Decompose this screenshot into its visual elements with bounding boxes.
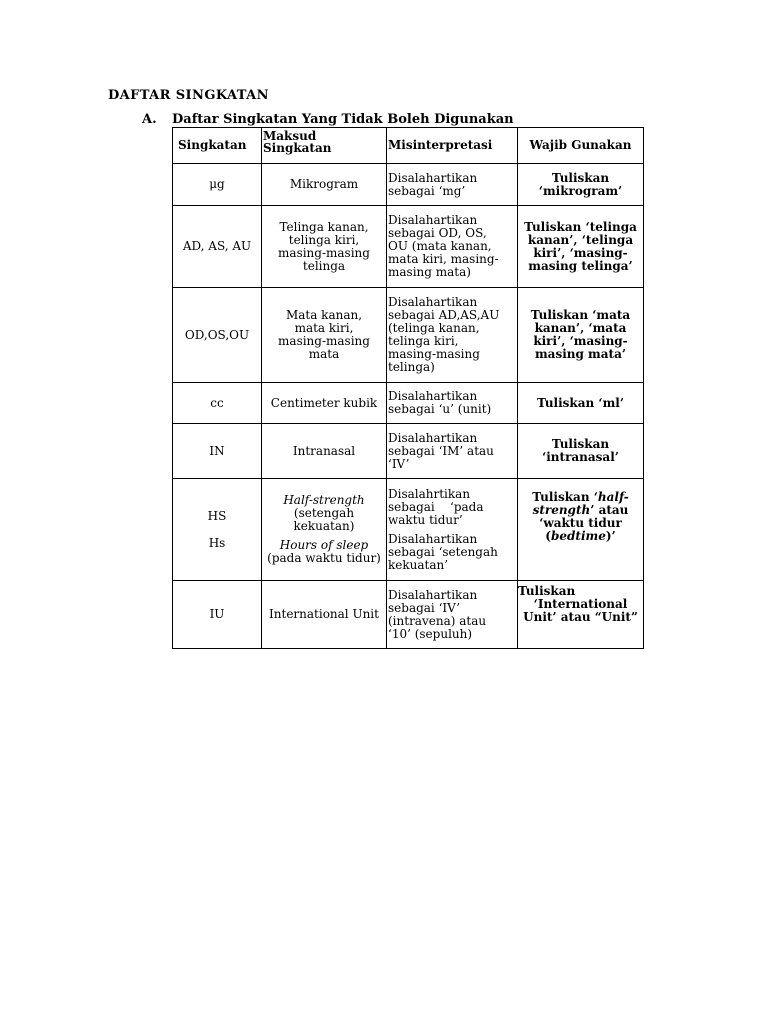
cell-singkatan: cc [173, 383, 262, 424]
line: Disalahartikan [388, 213, 478, 227]
line: sebagai OD, OS, [388, 226, 487, 240]
cell-wajib [518, 206, 644, 288]
italic-text: Hours of sleep [279, 538, 369, 552]
line: mata [308, 347, 340, 361]
cell-misinterpretasi [387, 288, 518, 383]
line: (pada waktu tidur) [267, 551, 381, 565]
table-row [173, 164, 644, 206]
cell-wajib [518, 479, 644, 581]
cell-wajib [518, 383, 644, 424]
line: kiri’, ‘masing- [533, 334, 628, 348]
abbr-hs-lower: Hs [208, 535, 226, 550]
line: kanan’, ‘mata [534, 321, 627, 335]
line: Centimeter kubik [270, 395, 378, 410]
cell-misinterpretasi [387, 206, 518, 288]
line: Disalahrtikan [388, 486, 471, 501]
line: mata kiri, masing- [388, 252, 499, 266]
cell-singkatan [173, 479, 262, 581]
line: sebagai AD,AS,AU [388, 308, 500, 322]
line: sebagai ‘IV’ [388, 600, 461, 615]
line: ‘waktu tidur [539, 516, 622, 530]
header-singkatan: Singkatan [173, 128, 262, 164]
italic-text: strength [532, 503, 591, 517]
abbr-hs-upper: HS [207, 508, 227, 523]
text: Tuliskan ‘ [532, 490, 598, 504]
line: sebagai ‘pada [388, 499, 484, 514]
header-maksud-line: Singkatan [263, 140, 332, 155]
line: sebagai ‘u’ (unit) [388, 402, 492, 416]
cell-maksud [262, 288, 387, 383]
line: Intranasal [292, 443, 356, 458]
header-wajib: Wajib Gunakan [518, 128, 644, 164]
table-row [173, 581, 644, 649]
cell-singkatan: IU [173, 581, 262, 649]
cell-misinterpretasi [387, 383, 518, 424]
line: Tuliskan ‘ml’ [536, 395, 625, 410]
cell-singkatan: μg [173, 164, 262, 206]
line: Telinga kanan, [279, 219, 369, 234]
line: ‘intranasal’ [542, 450, 619, 464]
table-row [173, 206, 644, 288]
cell-singkatan: IN [173, 424, 262, 479]
line: International Unit [269, 607, 379, 621]
italic-text: bedtime [550, 529, 606, 543]
line: OU (mata kanan, [388, 239, 492, 253]
cell-wajib [518, 424, 644, 479]
line: kekuatan’ [388, 557, 449, 572]
cell-misinterpretasi [387, 479, 518, 581]
cell-misinterpretasi [387, 581, 518, 649]
line: sebagai ‘setengah [388, 544, 498, 559]
line: (setengah [293, 506, 355, 520]
line: Mata kanan, [285, 308, 363, 322]
cell-singkatan: OD,OS,OU [173, 288, 262, 383]
italic-text: half- [597, 490, 629, 504]
table-row [173, 288, 644, 383]
cell-singkatan: AD, AS, AU [173, 206, 262, 288]
cell-wajib [518, 288, 644, 383]
line: masing-masing [278, 245, 370, 260]
line: Mikrogram [289, 177, 359, 191]
cell-wajib [518, 581, 644, 649]
header-misinterpretasi: Misinterpretasi [387, 128, 518, 164]
line: ‘International [533, 597, 628, 611]
cell-maksud [262, 383, 387, 424]
line: masing mata) [388, 265, 471, 279]
cell-maksud [262, 424, 387, 479]
cell-wajib [518, 164, 644, 206]
line: sebagai ‘mg’ [388, 183, 466, 198]
line: Tuliskan [551, 437, 610, 451]
line: kekuatan) [293, 519, 355, 533]
italic-text: Half-strength [283, 493, 365, 507]
line: Disalahartikan [388, 531, 478, 546]
line: telinga kiri, [288, 232, 360, 247]
document-title: DAFTAR SINGKATAN [108, 88, 269, 103]
line: Tuliskan ‘telinga [524, 219, 637, 234]
abbreviation-table [172, 127, 644, 649]
section-title: Daftar Singkatan Yang Tidak Boleh Digunakan [172, 112, 514, 127]
spacer [173, 523, 261, 537]
table-row [173, 424, 644, 479]
line: Disalahartikan [388, 587, 478, 602]
line: Disalahartikan [388, 170, 478, 185]
cell-maksud [262, 164, 387, 206]
line: masing mata’ [534, 347, 627, 361]
line: (telinga kanan, [388, 321, 480, 335]
line: masing telinga’ [528, 258, 633, 273]
cell-maksud [262, 479, 387, 581]
line: Disalahartikan [388, 389, 478, 403]
line: mata kiri, [294, 321, 354, 335]
text: ’ atau [590, 503, 629, 517]
line: Tuliskan [551, 170, 610, 185]
line: (intravena) atau [388, 613, 487, 628]
line: Disalahartikan [388, 295, 478, 309]
table-header-row [173, 128, 644, 164]
line: Tuliskan [518, 584, 576, 598]
cell-maksud [262, 581, 387, 649]
table-row [173, 383, 644, 424]
cell-misinterpretasi [387, 424, 518, 479]
line: Tuliskan ‘mata [530, 308, 631, 322]
line [518, 530, 643, 543]
line: telinga [302, 258, 346, 273]
line: waktu tidur’ [388, 512, 463, 527]
section-heading [142, 112, 514, 127]
section-letter: A. [142, 112, 157, 127]
cell-misinterpretasi [387, 164, 518, 206]
line: masing-masing [278, 334, 370, 348]
table-row [173, 479, 644, 581]
line: sebagai ‘IM’ atau [388, 443, 494, 458]
line: Unit’ atau “Unit” [523, 610, 638, 624]
line: kanan’, ‘telinga [527, 232, 634, 247]
header-maksud-line: Maksud [263, 128, 317, 143]
text: ( [545, 529, 551, 543]
line: masing-masing [388, 347, 480, 361]
line: kiri’, ‘masing- [533, 245, 628, 260]
text: )’ [605, 529, 616, 543]
line: Disalahartikan [388, 430, 478, 445]
line: telinga) [388, 360, 435, 374]
header-maksud [262, 128, 387, 164]
line: ‘mikrogram’ [538, 183, 623, 198]
line: ‘10’ (sepuluh) [388, 626, 473, 641]
cell-maksud [262, 206, 387, 288]
line: telinga kiri, [388, 334, 459, 348]
line: ‘IV’ [388, 456, 410, 471]
